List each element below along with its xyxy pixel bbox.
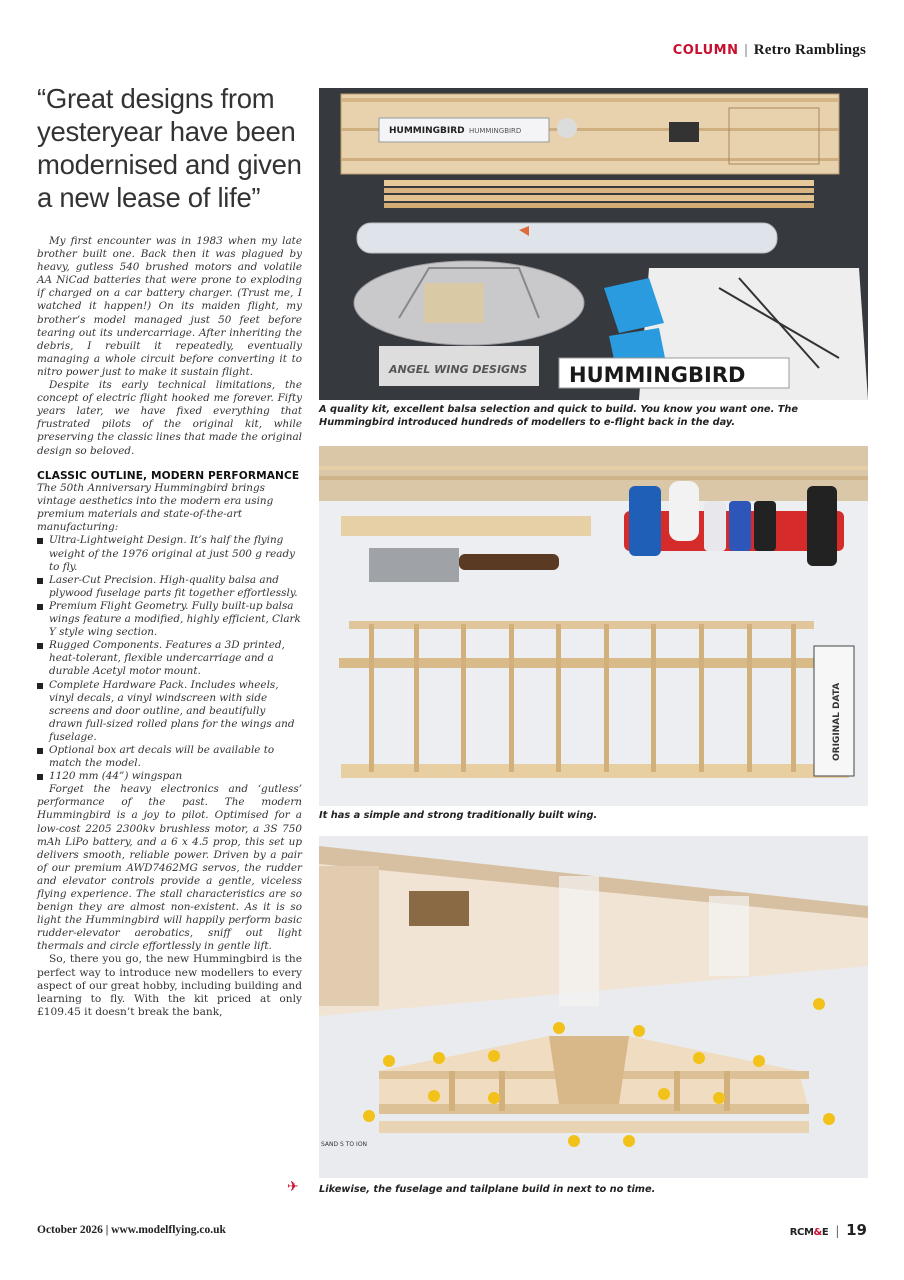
subheading: CLASSIC OUTLINE, MODERN PERFORMANCE <box>37 469 300 482</box>
article-intro: The 50th Anniversary Hummingbird brings vintage aesthetics into the modern era using premium materials and state-of-the-art manufacturing: <box>37 482 274 534</box>
photo-fuselage <box>319 836 868 1178</box>
fuselage-illustration <box>319 836 868 1178</box>
caption-fuselage: Likewise, the fuselage and tailplane build in next to no time. <box>319 1184 656 1195</box>
page-number: 19 <box>846 1221 867 1239</box>
feature-item: Optional box art decals will be available to match the model. <box>37 744 302 770</box>
kit-label-small: HUMMINGBIRD <box>469 127 522 135</box>
page-header <box>673 42 866 59</box>
plan-note: SAND S TO ION <box>321 1141 368 1148</box>
article-continues-icon: ✈ <box>287 1179 299 1195</box>
feature-item: Complete Hardware Pack. Includes wheels, vinyl decals, a vinyl windscreen with side screens and door outline, and beautifully drawn full-sized rolled plans for the wings and fuselage. <box>37 679 302 744</box>
article-paragraph-2: Despite its early technical limitations, the concept of electric flight hooked me forever. Fifty years later, we have fixed everything that frustrated pilots of the original kit, while preserving the classic lines that made the original design so beloved. <box>37 379 302 457</box>
brand-part-a: RCM <box>789 1227 814 1238</box>
caption-kit: A quality kit, excellent balsa selection and quick to build. You know you want one. The Hummingbird introduced hundreds of modellers to e-flight back in the day. <box>319 404 799 428</box>
article-paragraph-1: My first encounter was in 1983 when my late brother built one. Back then it was plagued by heavy, gutless 540 brushed motors and volatile AA NiCad batteries that were prone to exploding if charged on a car battery charger. (Trust me, I watched it happen!) On its maiden flight, my brother’s model managed just 50 feet before tearing out its undercarriage. After inheriting the debris, I rebuilt it repeatedly, eventually managing a whole circuit before converting it to nitro power just to make it sustain flight. <box>37 235 302 378</box>
feature-item: Premium Flight Geometry. Fully built-up balsa wings feature a modified, highly efficient, Clark Y style wing section. <box>37 600 302 639</box>
feature-item: Laser-Cut Precision. High-quality balsa and plywood fuselage parts fit together effortlessly. <box>37 574 302 600</box>
photo-wing <box>319 446 868 806</box>
magazine-brand <box>790 1227 829 1238</box>
photo-kit-contents <box>319 88 868 400</box>
article-paragraph-3: Forget the heavy electronics and ‘gutless’ performance of the past. The modern Hummingbird is a joy to pilot. Optimised for a low-cost 2205 2300kv brushless motor, a 3S 750 mAh LiPo battery, and a 6 x 4.5 prop, this set up delivers smooth, reliable power. Driven by a pair of our premium AWD7462MG servos, the rudder and elevator controls provide a gentle, viceless flying experience. The stall characteristics are so benign they are almost non-existent. As it is so light the Hummingbird will happily perform basic rudder-elevator aerobatics, sniff out light thermals and circle effortlessly in gentle lift. <box>37 783 302 953</box>
header-separator: | <box>744 42 748 58</box>
footer-page <box>790 1221 867 1240</box>
footer-date-site: October 2026 | www.modelflying.co.uk <box>37 1224 226 1236</box>
designs-text: ANGEL WING DESIGNS <box>389 363 528 376</box>
feature-item: 1120 mm (44”) wingspan <box>37 770 302 783</box>
footer-separator: | <box>835 1224 839 1239</box>
caption-wing: It has a simple and strong traditionally built wing. <box>319 810 598 821</box>
feature-list <box>37 534 302 783</box>
feature-item: Ultra-Lightweight Design. It’s half the flying weight of the 1976 original at just 500 g ready to fly. <box>37 534 302 573</box>
article-column <box>37 82 302 1019</box>
decal-text: HUMMINGBIRD <box>569 363 746 387</box>
pull-quote: “Great designs from yesteryear have been modernised and given a new lease of life” <box>37 83 302 213</box>
brand-ampersand: & <box>813 1227 822 1238</box>
article-paragraph-4: So, there you go, the new Hummingbird is the perfect way to introduce new modellers to every aspect of our great hobby, including building and learning to fly. With the kit priced at only £109.45 it doesn’t break the bank, <box>37 953 302 1018</box>
column-title: Retro Ramblings <box>753 42 866 58</box>
article-body <box>37 235 302 953</box>
brand-part-b: E <box>821 1227 829 1238</box>
feature-item: Rugged Components. Features a 3D printed, heat-tolerant, flexible undercarriage and a durable Acetyl motor mount. <box>37 639 302 678</box>
plan-label: ORIGINAL DATA <box>832 682 842 761</box>
section-label: COLUMN <box>672 43 739 58</box>
kit-label-text: HUMMINGBIRD <box>389 126 465 136</box>
kit-illustration <box>319 88 868 400</box>
wing-illustration <box>319 446 868 806</box>
